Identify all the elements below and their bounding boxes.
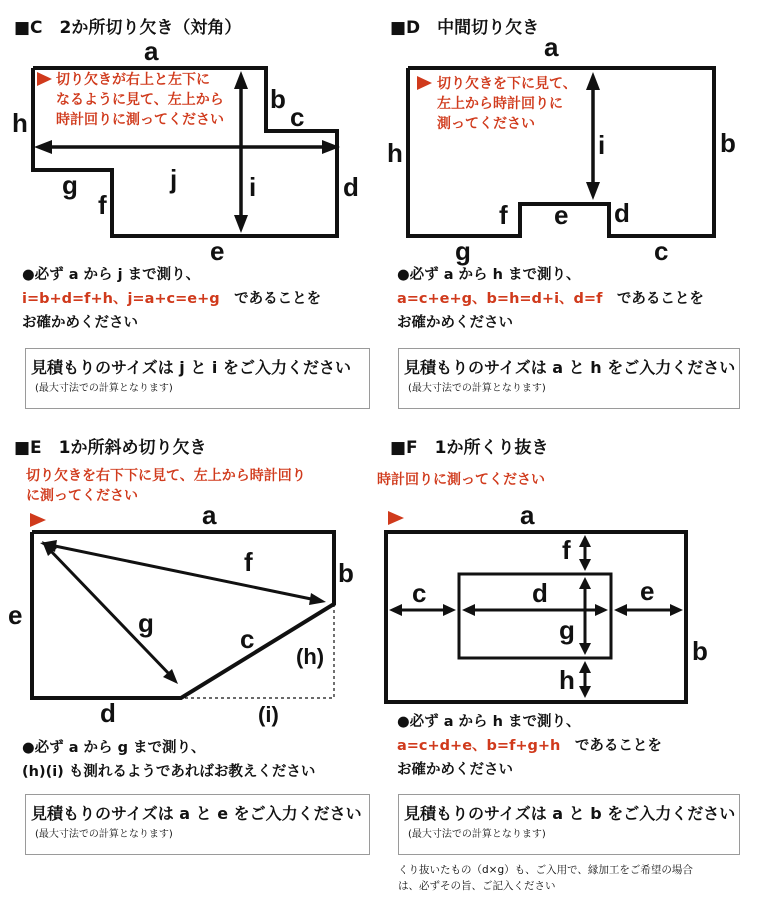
d-label-h: h: [387, 138, 403, 168]
c-hint-line-1: 切り欠きが右上と左下に: [56, 72, 210, 88]
d-label-f: f: [499, 200, 508, 230]
e-label-g: g: [138, 608, 154, 638]
e-size-box-sub: (最大寸法での計算となります): [35, 829, 173, 840]
d-note-tail: であることを: [616, 291, 704, 307]
e-label-e: e: [8, 600, 23, 630]
c-label-f: f: [98, 190, 107, 220]
d-hint-line-3: 測ってください: [437, 116, 535, 132]
f-outer-rect: [386, 532, 686, 702]
d-label-a: a: [544, 32, 559, 62]
d-hint-line-2: 左上から時計回りに: [437, 96, 563, 112]
f-label-d: d: [532, 578, 548, 608]
c-hint-line-2: なるように見て、左上から: [56, 92, 224, 108]
f-arrowhead-d-left: [462, 604, 475, 616]
f-arrowhead-h-bottom: [579, 686, 591, 698]
f-label-f: f: [562, 535, 571, 565]
c-label-d: d: [343, 172, 359, 202]
d-label-b: b: [720, 128, 736, 158]
f-label-h: h: [559, 665, 575, 695]
f-arrowhead-h-top: [579, 661, 591, 673]
e-label-b: b: [338, 558, 354, 588]
c-formula: i=b+d=f+h、j=a+c=e+g: [22, 291, 220, 307]
c-label-e: e: [210, 236, 225, 266]
section-c-title: ■C 2か所切り欠き（対角）: [14, 18, 242, 38]
f-footnote-line-2: は、必ずその旨、ご記入ください: [398, 880, 556, 892]
f-note: [397, 710, 662, 782]
c-label-b: b: [270, 84, 286, 114]
c-label-c: c: [290, 102, 305, 132]
e-note-line-2: (h)(i) も測れるようであればお教えください: [22, 764, 316, 780]
f-footnote-line-1: くり抜いたもの（d×g）も、ご入用で、縁加工をご希望の場合: [398, 864, 693, 876]
f-arrowhead-c-left: [389, 604, 402, 616]
c-label-j: j: [170, 164, 178, 194]
f-formula: a=c+d+e、b=f+g+h: [397, 738, 561, 754]
f-note-line-2: [397, 734, 662, 758]
e-size-box-main: 見積もりのサイズは a と e をご入力ください: [31, 804, 362, 823]
e-label-d: d: [100, 698, 116, 728]
d-hint-line-1: 切り欠きを下に見て、: [437, 76, 577, 92]
d-size-box-main: 見積もりのサイズは a と h をご入力ください: [404, 358, 736, 377]
c-note-line-3: お確かめください: [22, 315, 138, 331]
f-hint-line-1: 時計回りに測ってください: [377, 472, 545, 488]
f-label-e: e: [640, 576, 655, 606]
f-start-marker-icon: [388, 511, 404, 525]
f-size-box-main: 見積もりのサイズは a と b をご入力ください: [404, 804, 736, 823]
f-arrowhead-e-right: [670, 604, 683, 616]
e-label-h: (h): [296, 644, 325, 669]
f-label-g: g: [559, 615, 575, 645]
f-label-a: a: [520, 500, 535, 530]
f-footnote: [398, 862, 693, 894]
f-arrowhead-g-bottom: [579, 643, 591, 655]
c-size-box-sub: (最大寸法での計算となります): [35, 383, 173, 394]
e-label-a: a: [202, 500, 217, 530]
d-label-g: g: [455, 236, 471, 266]
e-note-line-1: ●必ず a から g まで測り、: [22, 740, 206, 756]
e-hint-line-1: 切り欠きを右下下に見て、左上から時計回り: [26, 468, 306, 484]
section-f-title: ■F 1か所くり抜き: [390, 438, 549, 458]
c-note-line-1: ●必ず a から j まで測り、: [22, 267, 201, 283]
d-formula: a=c+e+g、b=h=d+i、d=f: [397, 291, 603, 307]
d-note-line-1: ●必ず a から h まで測り、: [397, 267, 581, 283]
c-hint-line-3: 時計回りに測ってください: [56, 112, 224, 128]
f-note-line-3: お確かめください: [397, 762, 513, 778]
f-arrowhead-d-right: [595, 604, 608, 616]
f-size-box: [398, 794, 740, 855]
c-label-h: h: [12, 108, 28, 138]
e-label-f: f: [244, 547, 253, 577]
c-label-g: g: [62, 170, 78, 200]
e-hint-line-2: に測ってください: [26, 488, 138, 504]
c-label-a: a: [144, 36, 159, 66]
d-note-line-3: お確かめください: [397, 315, 513, 331]
d-label-i: i: [598, 130, 606, 160]
f-arrowhead-e-left: [614, 604, 627, 616]
f-arrowhead-f-bottom: [579, 559, 591, 571]
d-size-box-sub: (最大寸法での計算となります): [408, 383, 546, 394]
c-note-tail: であることを: [234, 291, 322, 307]
c-size-box-main: 見積もりのサイズは j と i をご入力ください: [31, 358, 351, 377]
e-label-c: c: [240, 624, 255, 654]
f-size-box-sub: (最大寸法での計算となります): [408, 829, 546, 840]
f-label-c: c: [412, 578, 427, 608]
c-label-i: i: [249, 172, 257, 202]
f-note-line-1: ●必ず a から h まで測り、: [397, 714, 581, 730]
d-label-e: e: [554, 200, 569, 230]
d-label-d: d: [614, 198, 630, 228]
f-arrowhead-f-top: [579, 535, 591, 547]
section-e-title: ■E 1か所斜め切り欠き: [14, 438, 207, 458]
section-d-title: ■D 中間切り欠き: [390, 18, 540, 38]
f-arrowhead-c-right: [443, 604, 456, 616]
d-label-c: c: [654, 236, 669, 266]
e-label-i: (i): [258, 702, 279, 727]
f-arrowhead-g-top: [579, 577, 591, 589]
f-note-tail: であることを: [574, 738, 662, 754]
f-label-b: b: [692, 636, 708, 666]
